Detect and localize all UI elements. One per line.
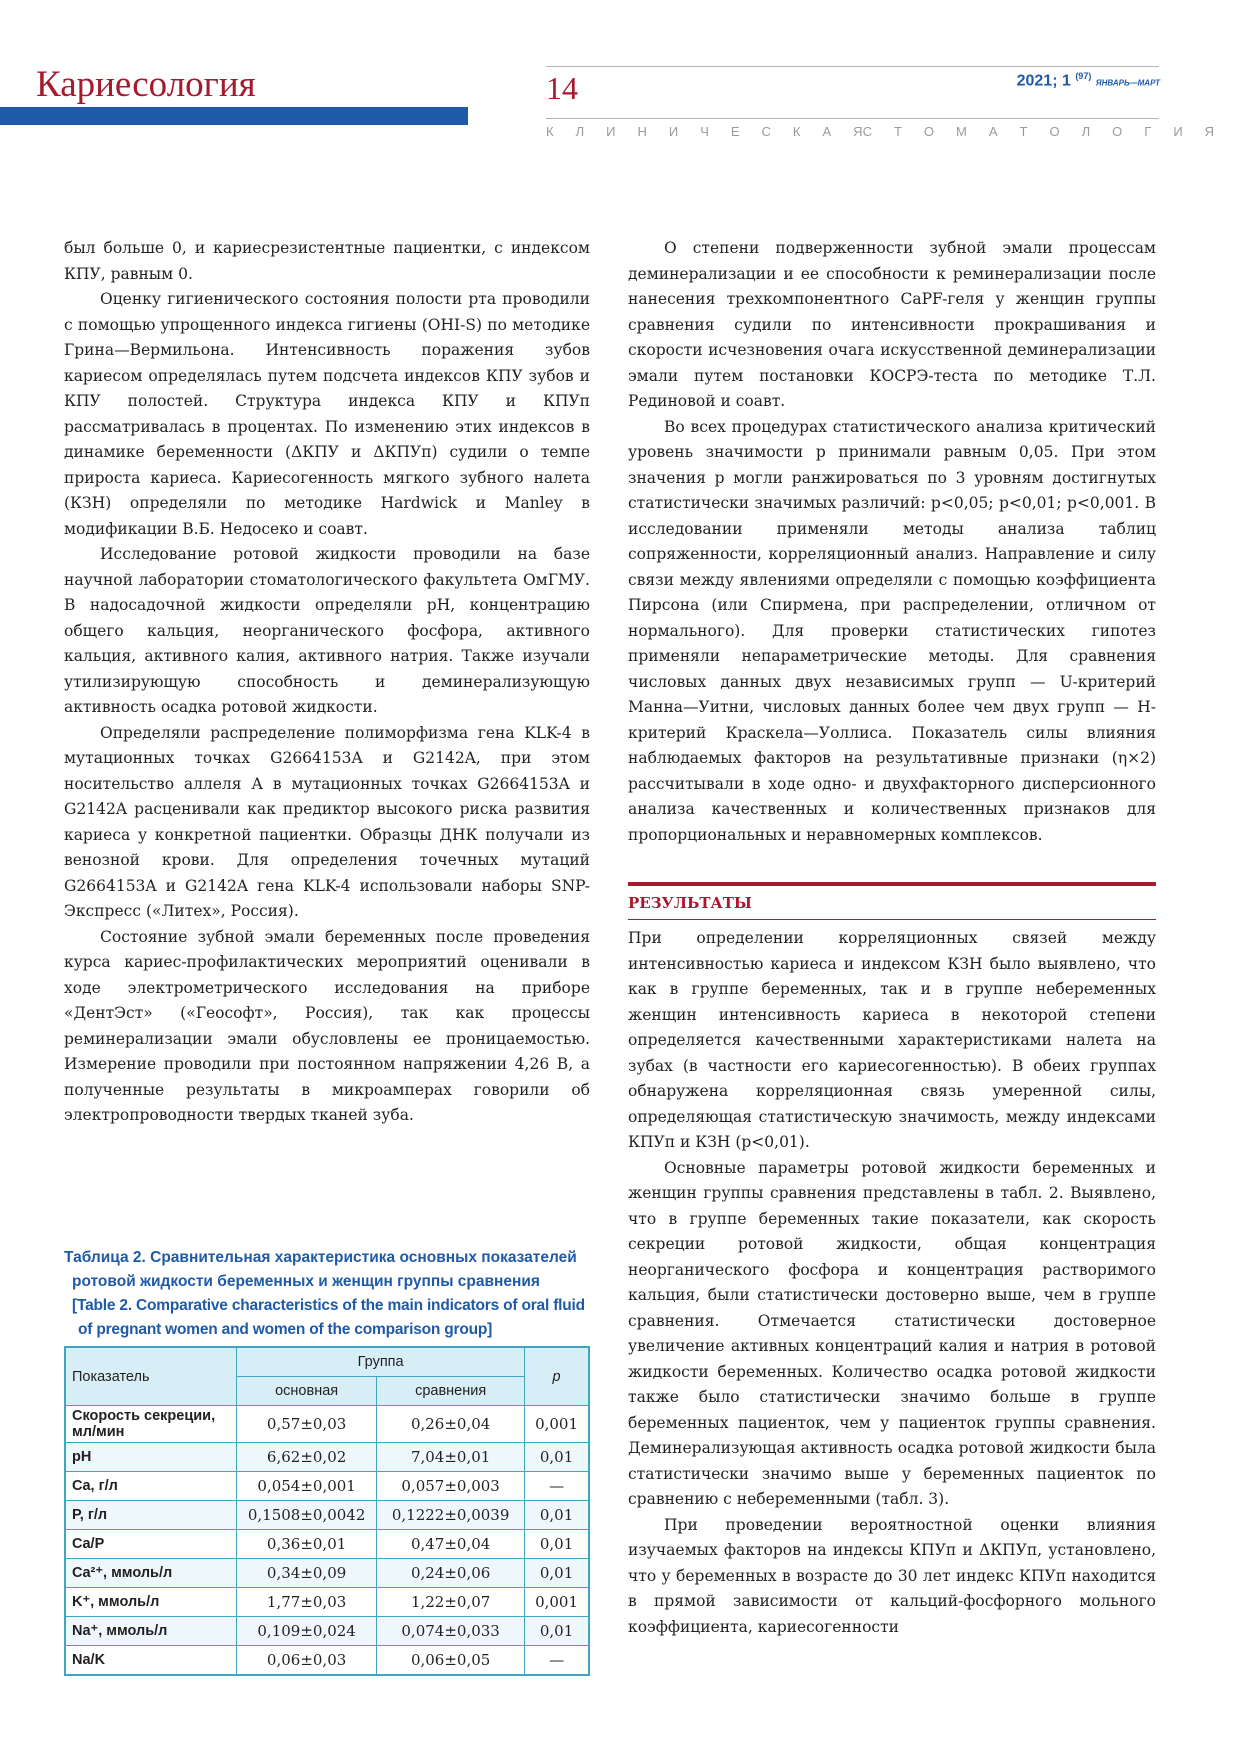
header-divider-bottom	[546, 118, 1159, 119]
journal-letter: К	[792, 124, 801, 139]
journal-letter: М	[956, 124, 967, 139]
right-column	[628, 236, 1156, 1640]
journal-letter: О	[1112, 124, 1123, 139]
journal-letter: И	[668, 124, 679, 139]
table-caption-en-line2: of pregnant women and women of the comparison group]	[78, 1321, 493, 1338]
paragraph: Исследование ротовой жидкости проводили на базе научной лаборатории стоматологического факультета ОмГМУ. В надосадочной жидкости определяли рН, концентрацию общего кальция, неорганического фосфора, активного кальция, активного калия, активного натрия. Также изучали утилизирующую способность и деминерализующую активность осадка ротовой жидкости.	[64, 545, 590, 716]
table-caption-ru-line2: ротовой жидкости беременных и женщин группы сравнения	[72, 1273, 540, 1290]
main-value: 0,054±0,001	[237, 1472, 377, 1501]
comparison-value: 0,074±0,033	[377, 1617, 525, 1646]
row-label: K⁺, ммоль/л	[65, 1588, 237, 1617]
comparison-value: 0,24±0,06	[377, 1559, 525, 1588]
paragraph: О степени подверженности зубной эмали процессам деминерализации и ее способности к реминерализации после нанесения трехкомпонентного CaPF-геля у женщин группы сравнения судили по интенсивности прокрашивания и скорости исчезновения очага искусственной деминерализации эмали путем постановки КОСРЭ-теста по методике Т.Л. Рединовой и соавт.	[628, 239, 1156, 410]
main-value: 1,77±0,03	[237, 1588, 377, 1617]
table-row	[65, 1472, 589, 1501]
comparison-value: 7,04±0,01	[377, 1443, 525, 1472]
oral-fluid-table	[64, 1346, 590, 1676]
main-value: 0,34±0,09	[237, 1559, 377, 1588]
p-value: —	[525, 1472, 589, 1501]
section-color-bar	[0, 107, 468, 125]
table-row	[65, 1406, 589, 1443]
journal-letter: О	[1049, 124, 1060, 139]
table-row	[65, 1617, 589, 1646]
table-row	[65, 1530, 589, 1559]
journal-letter: Я	[853, 124, 863, 139]
main-value: 0,1508±0,0042	[237, 1501, 377, 1530]
comparison-value: 1,22±0,07	[377, 1588, 525, 1617]
header-group: Группа	[237, 1347, 525, 1377]
p-value: 0,001	[525, 1588, 589, 1617]
p-value: 0,01	[525, 1443, 589, 1472]
paragraph: Оценку гигиенического состояния полости рта проводили с помощью упрощенного индекса гигиены (OHI-S) по методике Грина—Вермильона. Интенсивность поражения зубов кариесом определялась путем подсчета индексов КПУ зубов и КПУ полостей. Структура индекса КПУ и КПУп рассматривалась в процентах. По изменению этих индексов в динамике беременности (ΔКПУ и ΔКПУп) судили о темпе прироста кариеса. Кариесогенность мягкого зубного налета (КЗН) определяли по методике Hardwick и Manley в модификации В.Б. Недосеко и соавт.	[64, 290, 590, 538]
row-label: Na⁺, ммоль/л	[65, 1617, 237, 1646]
issue-year: 2021; 1	[1016, 72, 1071, 90]
comparison-value: 0,26±0,04	[377, 1406, 525, 1443]
comparison-value: 0,47±0,04	[377, 1530, 525, 1559]
table-caption	[64, 1246, 599, 1342]
p-value: 0,01	[525, 1501, 589, 1530]
table-row	[65, 1501, 589, 1530]
journal-letter: Т	[1019, 124, 1028, 139]
row-label: Na/K	[65, 1646, 237, 1676]
paragraph: При проведении вероятностной оценки влияния изучаемых факторов на индексы КПУп и ΔКПУп, установлено, что у беременных в возрасте до 30 лет индекс КПУп находится в прямой зависимости от кальций-фосфорного мольного коэффициента, кариесогенности	[628, 1515, 1156, 1636]
journal-word-2	[863, 125, 1215, 138]
table-row	[65, 1559, 589, 1588]
comparison-value: 0,1222±0,0039	[377, 1501, 525, 1530]
journal-word-1	[546, 125, 863, 138]
comparison-value: 0,057±0,003	[377, 1472, 525, 1501]
results-heading: РЕЗУЛЬТАТЫ	[628, 882, 1156, 920]
table-caption-ru-line1: Таблица 2. Сравнительная характеристика основных показателей	[64, 1249, 577, 1266]
paragraph: Основные параметры ротовой жидкости беременных и женщин группы сравнения представлены в табл. 2. Выявлено, что в группе беременных такие показатели, как скорость секреции ротовой жидкости, общая концентрация неорганического фосфора и концентрация растворимого кальция, были статистически достоверно выше, чем в группе сравнения. Отмечается статистически достоверное увеличение активных концентраций калия и натрия в ротовой жидкости беременных. Количество осадка ротовой жидкости также было статистически значимо больше в группе беременных пациенток, чем у пациенток группы сравнения. Деминерализующая активность осадка ротовой жидкости была статистически значимо выше у беременных пациенток по сравнению с небеременными (табл. 3).	[628, 1158, 1156, 1508]
header-p: p	[525, 1347, 589, 1406]
header-main-group: основная	[237, 1377, 377, 1406]
page-number: 14	[546, 70, 578, 106]
journal-letter: Ч	[700, 124, 709, 139]
main-value: 0,06±0,03	[237, 1646, 377, 1676]
issue-number: (97)	[1075, 71, 1092, 81]
issue-months: ЯНВАРЬ—МАРТ	[1095, 78, 1160, 88]
row-label: Ca²⁺, ммоль/л	[65, 1559, 237, 1588]
row-label: pH	[65, 1443, 237, 1472]
p-value: 0,01	[525, 1617, 589, 1646]
journal-name	[546, 124, 1215, 139]
section-title: Кариесология	[36, 64, 256, 105]
main-value: 0,57±0,03	[237, 1406, 377, 1443]
p-value: 0,01	[525, 1530, 589, 1559]
journal-letter: Л	[575, 124, 585, 139]
row-label: Скорость секреции, мл/мин	[65, 1406, 237, 1443]
table-row	[65, 1443, 589, 1472]
paragraph: При определении корреляционных связей между интенсивностью кариеса и индексом КЗН было выявлено, что как в группе беременных, так и в группе небеременных женщин интенсивность кариеса в некоторой степени определяется качественными характеристиками налета на зубах (в частности его кариесогенностью). В обеих группах обнаружена корреляционная связь умеренной силы, определяющая статистическую значимость, между индексами КПУп и КЗН (p<0,01).	[628, 929, 1156, 1151]
issue-info	[1017, 72, 1160, 89]
p-value: 0,01	[525, 1559, 589, 1588]
main-value: 0,36±0,01	[237, 1530, 377, 1559]
p-value: 0,001	[525, 1406, 589, 1443]
left-column	[64, 236, 590, 1129]
paragraph: был больше 0, и кариесрезистентные пациентки, с индексом КПУ, равным 0.	[64, 239, 590, 283]
table-row	[65, 1646, 589, 1676]
table-row	[65, 1588, 589, 1617]
paragraph: Во всех процедурах статистического анализа критический уровень значимости p принимали равным 0,05. При этом значения p могли ранжироваться по 3 уровням достигнутых статистически значимых различий: p<0,05; p<0,01; p<0,001. В исследовании применяли методы анализа таблиц сопряженности, корреляционный анализ. Направление и силу связи между явлениями определяли с помощью коэффициента Пирсона (или Спирмена, при распределении, отличном от нормального). Для проверки статистических гипотез применяли непараметрические методы. Для сравнения числовых данных двух независимых групп — U-критерий Манна—Уитни, числовых данных более чем двух групп — H-критерий Краскела—Уоллиса. Показатель силы влияния наблюдаемых факторов на результативные признаки (η×2) рассчитывали в ходе одно- и двухфакторного дисперсионного анализа качественных и количественных признаков для пропорциональных и неравномерных комплексов.	[628, 417, 1156, 844]
main-value: 6,62±0,02	[237, 1443, 377, 1472]
comparison-value: 0,06±0,05	[377, 1646, 525, 1676]
journal-letter: Е	[730, 124, 740, 139]
journal-letter: С	[862, 124, 872, 139]
journal-letter: Т	[893, 124, 902, 139]
journal-letter: А	[822, 124, 832, 139]
journal-letter: К	[546, 124, 554, 139]
row-label: Ca, г/л	[65, 1472, 237, 1501]
paragraph: Состояние зубной эмали беременных после проведения курса кариес-профилактических мероприятий оценивали в ходе электрометрического исследования на приборе «ДентЭст» («Геософт», Россия), так как процессы реминерализации эмали обусловлены ее проницаемостью. Измерение проводили при постоянном напряжении 4,26 В, а полученные результаты в микроамперах говорили об электропроводности твердых тканей зуба.	[64, 927, 590, 1124]
journal-letter: О	[923, 124, 935, 139]
header-indicator: Показатель	[65, 1347, 237, 1406]
header-comparison-group: сравнения	[377, 1377, 525, 1406]
row-label: Ca/P	[65, 1530, 237, 1559]
paragraph: Определяли распределение полиморфизма гена KLK-4 в мутационных точках G2664153A и G2142A, при этом носительство аллеля А в мутационных точках G2664153A и G2142A расценивали как предиктор высокого риска развития кариеса у конкретной пациентки. Образцы ДНК получали из венозной крови. Для определения точечных мутаций G2664153A и G2142A гена KLK-4 использовали наборы SNP-Экспресс («Литех», Россия).	[64, 723, 590, 920]
row-label: P, г/л	[65, 1501, 237, 1530]
journal-letter: А	[988, 124, 998, 139]
journal-letter: И	[606, 124, 616, 139]
journal-letter: Я	[1204, 124, 1215, 139]
table-caption-en-line1: [Table 2. Comparative characteristics of the main indicators of oral fluid	[72, 1297, 585, 1314]
journal-letter: И	[1173, 124, 1183, 139]
p-value: —	[525, 1646, 589, 1676]
journal-letter: Л	[1081, 124, 1091, 139]
journal-letter: Н	[637, 124, 647, 139]
header-divider-top	[546, 66, 1159, 67]
journal-letter: С	[761, 124, 771, 139]
main-value: 0,109±0,024	[237, 1617, 377, 1646]
journal-letter: Г	[1144, 124, 1152, 139]
